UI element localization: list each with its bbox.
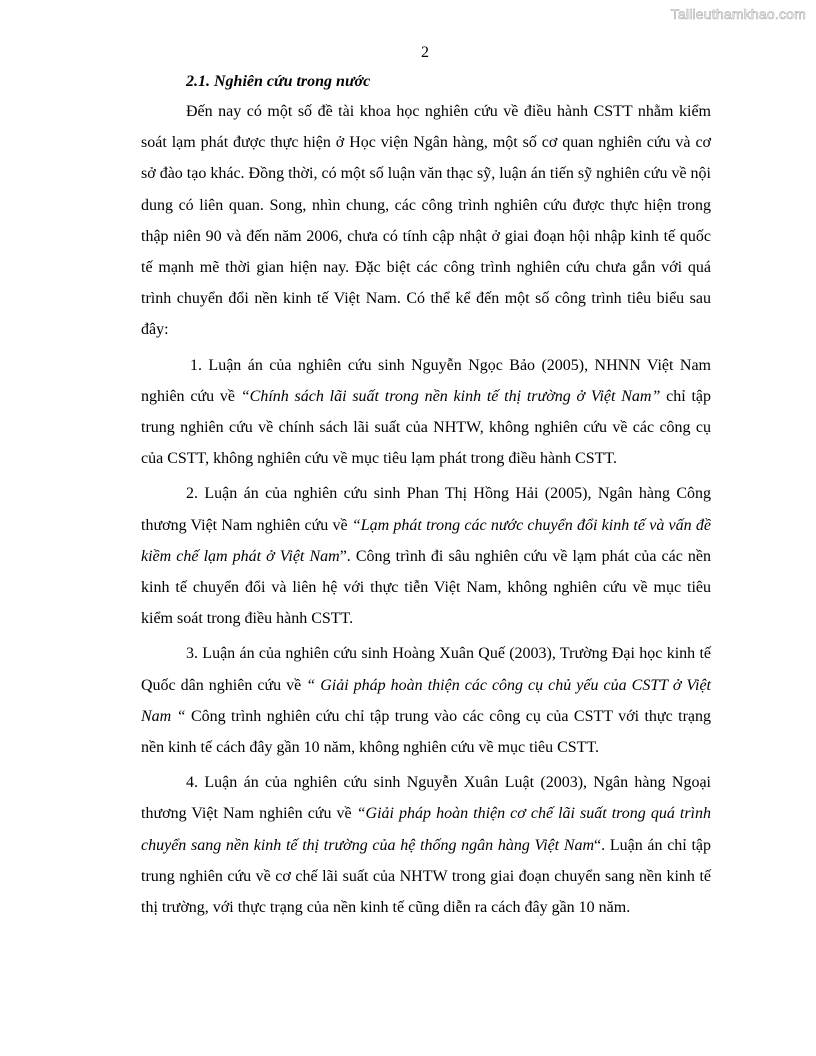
watermark-text: Tailieuthamkhao.com bbox=[670, 6, 806, 22]
list-item bbox=[141, 350, 711, 475]
intro-paragraph: Đến nay có một số đề tài khoa học nghiên cứu về điều hành CSTT nhằm kiểm soát lạm phát được thực hiện ở Học viện Ngân hàng, một số cơ quan nghiên cứu và cơ sở đào tạo khác. Đồng thời, có một số luận văn thạc sỹ, luận án tiến sỹ nghiên cứu về nội dung có liên quan. Song, nhìn chung, các công trình nghiên cứu được thực hiện trong thập niên 90 và đến năm 2006, chưa có tính cập nhật ở giai đoạn hội nhập kinh tế quốc tế mạnh mẽ thời gian hiện nay. Đặc biệt các công trình nghiên cứu chưa gắn với quá trình chuyển đổi nền kinh tế Việt Nam. Có thể kể đến một số công trình tiêu biểu sau đây: bbox=[141, 103, 711, 339]
item-text-after: Công trình nghiên cứu chỉ tập trung vào các công cụ của CSTT với thực trạng nền kinh tế cách đây gần 10 năm, không nghiên cứu về mục tiêu CSTT. bbox=[141, 707, 712, 757]
document-body bbox=[141, 70, 711, 923]
item-title: “ Giải pháp hoàn thiện các công cụ chủ yếu của CSTT ở Việt Nam “ bbox=[141, 676, 711, 725]
list-item bbox=[141, 767, 711, 923]
item-title: “Chính sách lãi suất trong nền kinh tế thị trường ở Việt Nam” bbox=[240, 387, 661, 405]
section-heading: 2.1. Nghiên cứu trong nước bbox=[186, 73, 371, 90]
item-text-after: chỉ tập trung nghiên cứu về chính sách lãi suất của NHTW, không nghiên cứu về các công cụ của CSTT, không nghiên cứu về mục tiêu lạm phát trong điều hành CSTT. bbox=[141, 387, 712, 468]
list-item bbox=[141, 478, 711, 634]
item-text-after: ”. Công trình đi sâu nghiên cứu về lạm phát của các nền kinh tế chuyển đổi và liên hệ với thực tiễn Việt Nam, không nghiên cứu về mục tiêu kiểm soát trong điều hành CSTT. bbox=[141, 547, 711, 628]
item-title: “Lạm phát trong các nước chuyển đổi kinh tế và vấn đề kiềm chế lạm phát ở Việt Nam bbox=[141, 516, 711, 565]
item-text-before: 4. Luận án của nghiên cứu sinh Nguyễn Xuân Luật (2003), Ngân hàng Ngoại thương Việt Nam nghiên cứu về bbox=[141, 774, 711, 823]
item-text-before: 2. Luận án của nghiên cứu sinh Phan Thị Hồng Hải (2005), Ngân hàng Công thương Việt Nam nghiên cứu về bbox=[141, 485, 711, 534]
page-number: 2 bbox=[421, 44, 429, 61]
item-text-before: 1. Luận án của nghiên cứu sinh Nguyễn Ngọc Bảo (2005), NHNN Việt Nam nghiên cứu về bbox=[141, 356, 711, 405]
item-text-after: “. Luận án chỉ tập trung nghiên cứu về cơ chế lãi suất của NHTW trong giai đoạn chuyển sang nền kinh tế thị trường, với thực trạng của nền kinh tế cũng diễn ra cách đây gần 10 năm. bbox=[141, 836, 711, 917]
item-title: “Giải pháp hoàn thiện cơ chế lãi suất trong quá trình chuyển sang nền kinh tế thị trường của hệ thống ngân hàng Việt Nam bbox=[141, 805, 712, 854]
item-text-before: 3. Luận án của nghiên cứu sinh Hoàng Xuân Quế (2003), Trường Đại học kinh tế Quốc dân nghiên cứu về bbox=[141, 645, 711, 694]
list-item bbox=[141, 638, 711, 763]
